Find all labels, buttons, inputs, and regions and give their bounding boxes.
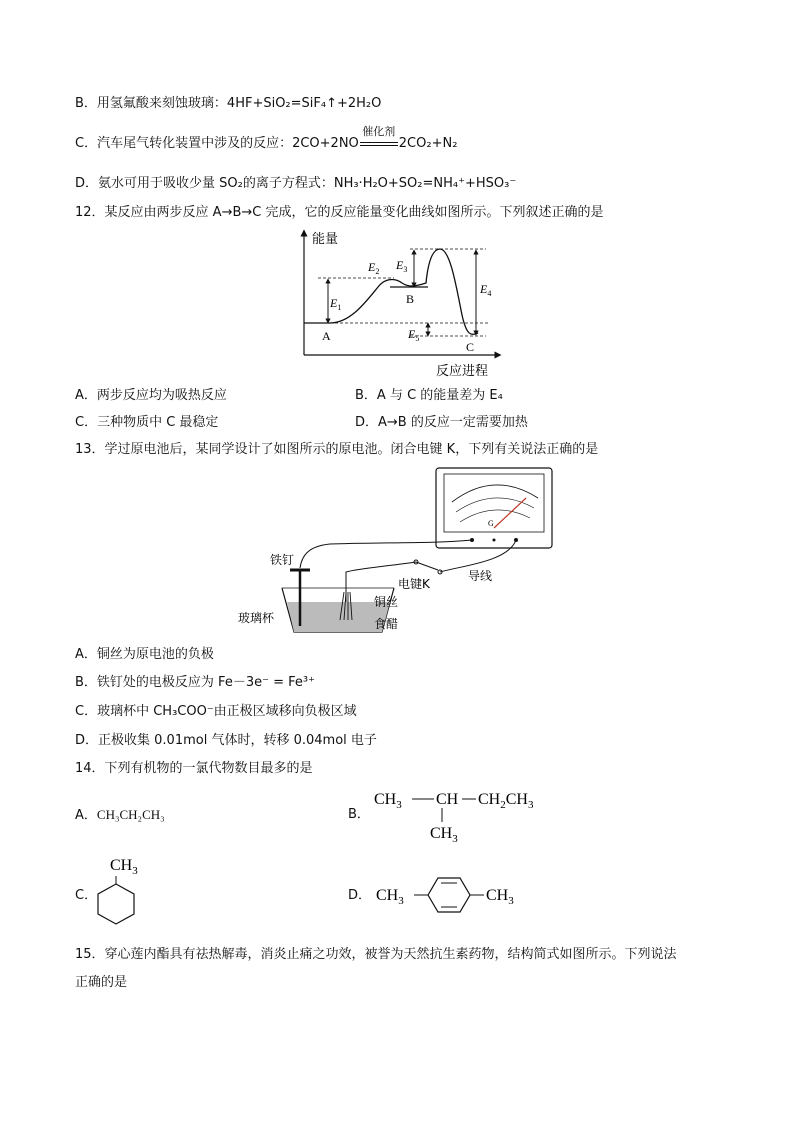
q12-option-d: D．A→B 的反应一定需要加热: [355, 415, 528, 430]
svg-text:导线: 导线: [468, 569, 493, 583]
q12-option-b: B．A 与 C 的能量差为 E₄: [355, 388, 503, 403]
option-label: D．: [75, 176, 99, 191]
label-b: B: [406, 292, 415, 306]
x-axis-label: 反应进程: [436, 364, 489, 379]
q13-option-b: B．铁钉处的电极反应为 Fe－3e⁻ = Fe³⁺: [75, 675, 315, 690]
svg-text:CH: CH: [436, 791, 459, 808]
y-axis-label: 能量: [312, 232, 339, 247]
svg-text:E4: $E_4$: [480, 282, 492, 298]
q14-option-b-label: B．: [348, 807, 370, 822]
q12-option-c: C．三种物质中 C 最稳定: [75, 415, 219, 430]
catalyst-arrow: 催化剂: [359, 135, 399, 153]
key-switch: [416, 562, 438, 570]
q12-option-a: A．两步反应均为吸热反应: [75, 388, 227, 403]
q11-option-d: [75, 175, 516, 193]
option-text-rest: 2CO₂+N₂: [398, 136, 458, 151]
q14-option-d-label: D．: [348, 888, 372, 903]
q11-option-c: [75, 125, 458, 153]
energy-diagram: [290, 225, 510, 385]
q11-option-b: [75, 95, 381, 113]
q13-option-c: C．玻璃杯中 CH₃COO⁻由正极区域移向负极区域: [75, 704, 357, 719]
svg-text:E3: $E_3$: [396, 258, 408, 274]
q14-option-c-label: C．: [75, 888, 98, 903]
option-text: 汽车尾气转化装置中涉及的反应：2CO+2NO: [97, 136, 359, 151]
q12-stem: 12．某反应由两步反应 A→B→C 完成，它的反应能量变化曲线如图所示。下列叙述正确的是: [75, 205, 604, 220]
q14-option-b-structure: [372, 784, 552, 844]
q14-option-c-structure: [90, 852, 150, 934]
q13-option-d: D．正极收集 0.01mol 气体时，转移 0.04mol 电子: [75, 733, 377, 748]
galvanic-cell-figure: [230, 462, 560, 642]
q15-stem-line1: 15．穿心莲内酯具有祛热解毒，消炎止痛之功效，被誉为天然抗生素药物，结构简式如图所示。下列说法: [75, 947, 677, 962]
svg-text:CH3: $CH_3$: [376, 887, 404, 907]
option-label: C．: [75, 136, 98, 151]
svg-text:CH3: $CH_3$: [430, 825, 458, 844]
svg-text:G: G: [488, 519, 494, 528]
q14-stem: 14．下列有机物的一氯代物数目最多的是: [75, 761, 313, 776]
option-text: 用氢氟酸来刻蚀玻璃：4HF+SiO₂=SiF₄↑+2H₂O: [96, 96, 382, 111]
svg-text:铁钉: 铁钉: [270, 553, 295, 567]
label-a: A: [322, 329, 331, 343]
svg-text:食醋: 食醋: [374, 617, 399, 631]
q14-option-d-structure: [374, 868, 534, 920]
svg-text:E2: $E_2$: [368, 260, 380, 276]
label-c: C: [466, 340, 475, 354]
cyclohexane-ring: [98, 884, 134, 924]
svg-text:电键K: 电键K: [398, 577, 430, 591]
svg-text:CH3: $CH_3$: [110, 857, 138, 877]
energy-curve: [304, 249, 478, 334]
svg-text:铜丝: 铜丝: [374, 595, 399, 609]
svg-text:玻璃杯: 玻璃杯: [238, 611, 275, 625]
svg-text:CH3: $CH_3$: [374, 791, 402, 811]
svg-text:CH2CH3: $CH_2CH_3$: [478, 791, 534, 811]
option-label: B．: [75, 96, 97, 111]
q14-option-a: A．CH₃CH₂CH₃: [75, 807, 165, 823]
option-text: 氨水可用于吸收少量 SO₂的离子方程式：NH₃·H₂O+SO₂=NH₄⁺+HSO₃⁻: [98, 176, 517, 191]
q15-stem-line2: 正确的是: [75, 975, 128, 990]
svg-text:CH3: $CH_3$: [486, 887, 514, 907]
svg-text:E5: $E_5$: [408, 327, 420, 343]
q13-stem: 13．学过原电池后，某同学设计了如图所示的原电池。闭合电键 K，下列有关说法正确的是: [75, 442, 599, 457]
q13-option-a: A．铜丝为原电池的负极: [75, 647, 214, 662]
svg-text:E1: $E_1$: [330, 296, 342, 312]
